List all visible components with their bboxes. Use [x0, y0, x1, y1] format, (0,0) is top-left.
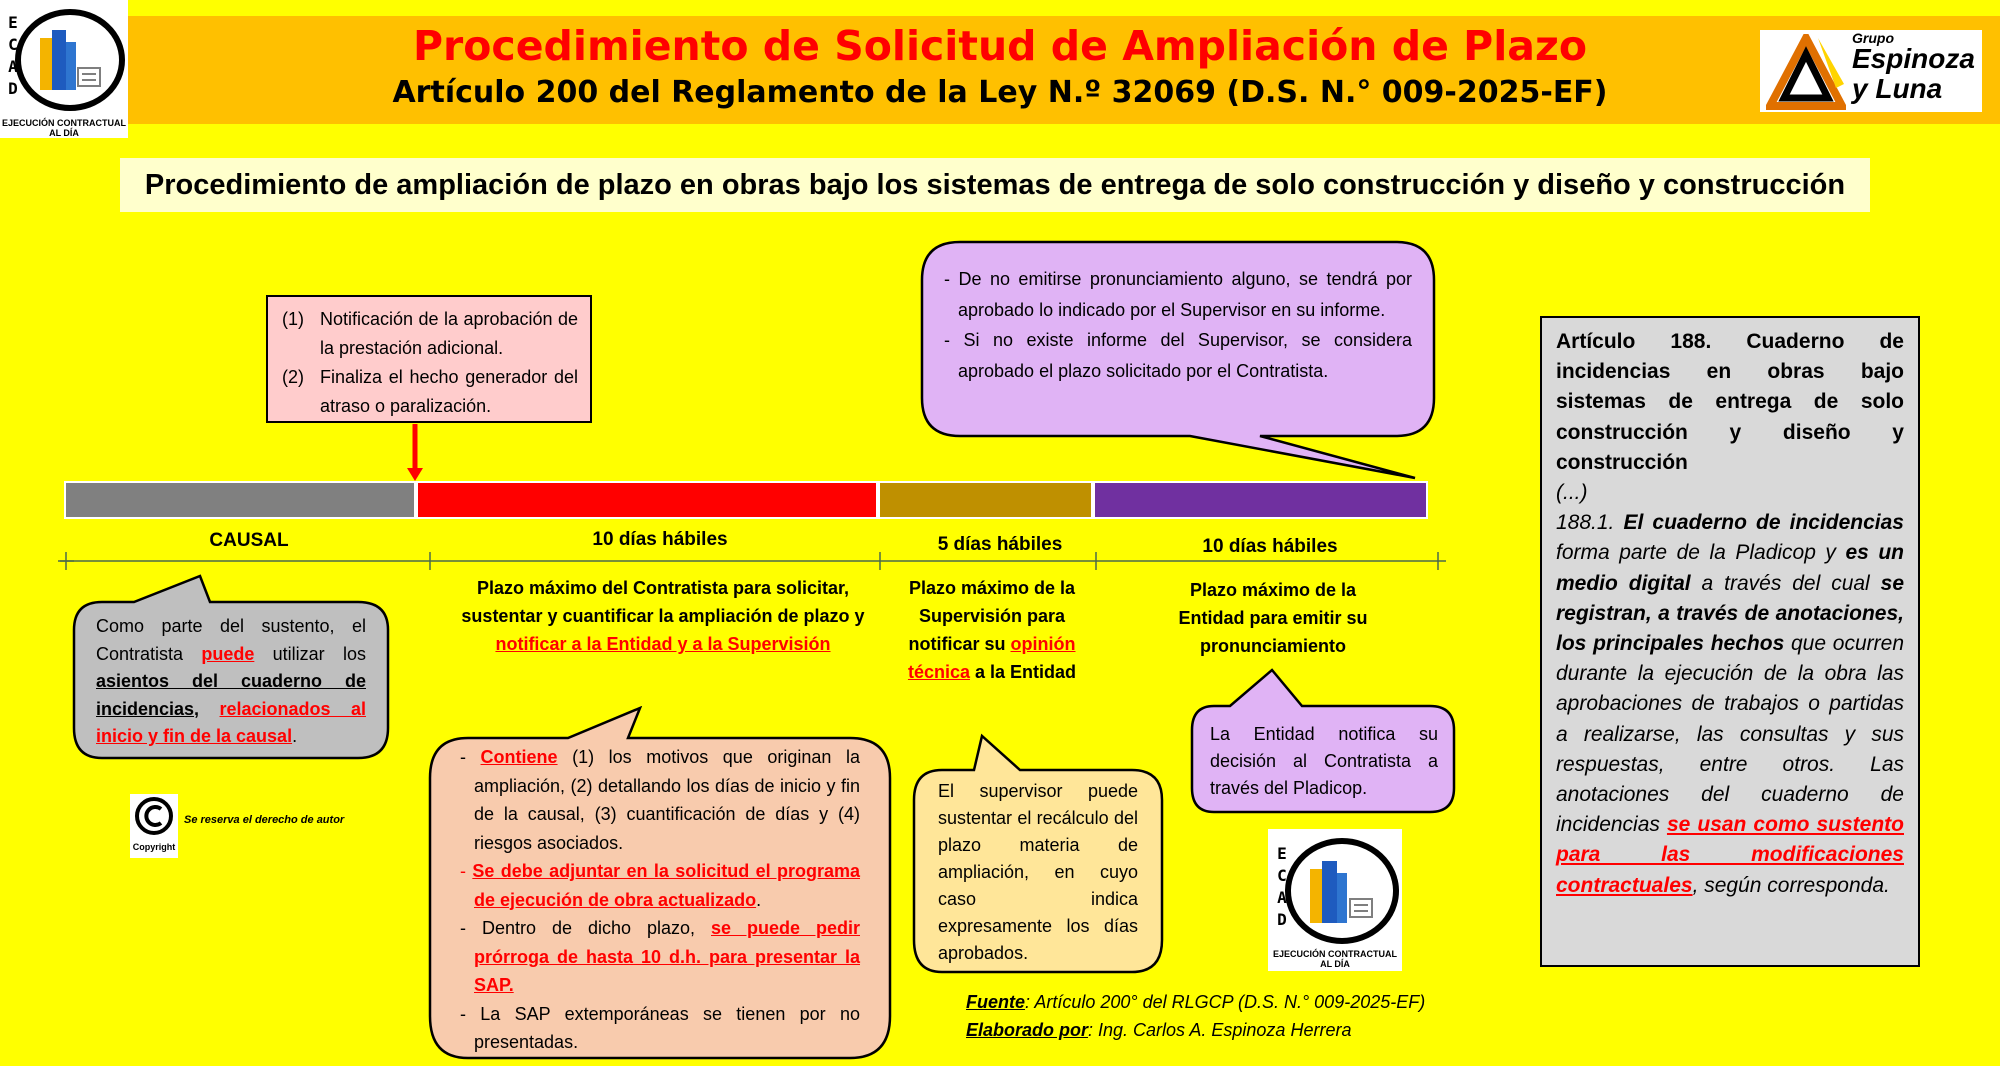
- causal-bubble: [96, 613, 366, 751]
- copyright-notice: Se reserva el derecho de autor: [184, 814, 345, 826]
- approval-bubble: [944, 264, 1412, 386]
- footer-author-label: Elaborado por: [966, 1020, 1089, 1040]
- article-highlight: se usan como sustento para las modificaciones contractuales: [1556, 813, 1904, 897]
- supervisor-bubble: El supervisor puede sustentar el recálculo del plazo materia de ampliación, en cuyo caso indica expresamente los días aprobados.: [938, 781, 1138, 963]
- label-entidad-days: 10 días hábiles: [1202, 536, 1338, 557]
- footer-source-text: : Artículo 200° del RLGCP (D.S. N.° 009-2025-EF): [1025, 992, 1426, 1012]
- causal-bold: asientos del cuaderno de incidencias,: [96, 671, 366, 719]
- trigger-item-text: Finaliza el hecho generador del atraso o paralización.: [320, 367, 578, 416]
- trigger-item-num: (2): [282, 367, 304, 387]
- section-title: Procedimiento de ampliación de plazo en obras bajo los sistemas de entrega de solo construcción y diseño y construcción: [120, 158, 1870, 212]
- article-heading: Artículo 188. Cuaderno de incidencias en obras bajo sistemas de entrega de solo construcción y diseño y construcción: [1556, 330, 1904, 474]
- contiene-item: [460, 914, 860, 1000]
- article-bold: El cuaderno de incidencias: [1623, 511, 1904, 535]
- ecad-caption: AL DÍA: [49, 128, 79, 138]
- causal-highlight: puede: [201, 643, 255, 664]
- ecad-caption: EJECUCIÓN CONTRACTUAL: [1272, 949, 1397, 959]
- article-bold: se registran, a través de anotaciones, los principales hechos: [1556, 571, 1904, 656]
- label-supervision-days: 5 días hábiles: [937, 534, 1063, 555]
- contiene-highlight: Se debe adjuntar en la solicitud el programa de ejecución de obra actualizado: [472, 861, 860, 910]
- timeline-segment-entidad: [1093, 481, 1428, 519]
- article-paragraph: [1556, 508, 1904, 901]
- trigger-item-num: (1): [282, 309, 304, 329]
- page-subtitle: Artículo 200 del Reglamento de la Ley N.º 32069 (D.S. N.° 009-2025-EF): [392, 75, 1608, 110]
- contiene-text: (1) los motivos que originan la ampliación, (2) detallando los días de inicio y fin de la causal, (3) cuantificación de días y (4) riesgos asociados.: [474, 747, 860, 853]
- timeline-segment-supervision: [878, 481, 1093, 519]
- ecad-letter: E: [8, 13, 18, 32]
- causal-text: utilizar los: [254, 643, 366, 664]
- desc-supervision-text: Plazo máximo de la Supervisión para notificar su: [908, 578, 1076, 654]
- ecad-logo: [0, 0, 128, 138]
- label-contratista-days: 10 días hábiles: [592, 529, 728, 550]
- copyright-caption: Copyright: [132, 842, 176, 852]
- ecad-letter: A: [8, 57, 18, 76]
- contiene-bubble: [460, 743, 860, 1057]
- copyright-icon: [134, 796, 174, 836]
- approval-item: - Si no existe informe del Supervisor, se considera aprobado el plazo solicitado por el Contratista.: [944, 330, 1412, 381]
- grupo-label: Grupo: [1852, 30, 1894, 46]
- contiene-highlight: se puede pedir prórroga de hasta 10 d.h. para presentar la SAP.: [474, 918, 860, 995]
- contiene-text: .: [756, 889, 762, 910]
- grupo-name: Espinoza: [1852, 43, 1975, 74]
- causal-text: [199, 699, 219, 719]
- ecad-caption: AL DÍA: [1320, 959, 1350, 969]
- ecad-caption: EJECUCIÓN CONTRACTUAL: [1, 118, 126, 128]
- causal-text: Como parte del sustento, el Contratista: [96, 616, 366, 664]
- article-text: a través del cual: [1690, 571, 1881, 595]
- contiene-dash: -: [460, 861, 473, 881]
- timeline-segment-contratista: [416, 481, 878, 519]
- ecad-letter: C: [1277, 866, 1287, 885]
- approval-item: - De no emitirse pronunciamiento alguno, se tendrá por aprobado lo indicado por el Supervisor en su informe.: [944, 269, 1412, 320]
- timeline-segment-causal: [64, 481, 416, 519]
- contiene-item: - La SAP extemporáneas se tienen por no presentadas.: [460, 1003, 860, 1052]
- footer-source: [966, 992, 1425, 1013]
- article-ellipsis: (...): [1556, 481, 1588, 505]
- desc-supervision-text-2: a la Entidad: [970, 662, 1077, 682]
- desc-contratista-text: Plazo máximo del Contratista para solicitar, sustentar y cuantificar la ampliación de plazo y: [461, 578, 865, 626]
- article-text: que ocurren durante la ejecución de la obra las aprobaciones de trabajos o partidas a realizarse, las consultas y sus respuestas, entre otros. Las anotaciones del cuaderno de incidencias: [1556, 632, 1904, 837]
- trigger-item: [282, 305, 578, 363]
- desc-contratista-highlight: notificar a la Entidad y a la Supervisión: [495, 634, 831, 654]
- causal-highlight: relacionados al inicio y fin de la causal: [96, 698, 366, 746]
- article-text: 188.1.: [1556, 511, 1624, 535]
- page-title: Procedimiento de Solicitud de Ampliación de Plazo: [413, 22, 1587, 70]
- contiene-item: [460, 743, 860, 857]
- article-text: forma parte de la Pladicop y: [1556, 541, 1846, 565]
- article-text: , según corresponda.: [1692, 873, 1890, 897]
- desc-supervision: [906, 574, 1078, 686]
- trigger-item-text: Notificación de la aprobación de la prestación adicional.: [320, 309, 578, 358]
- contiene-text: - Dentro de dicho plazo,: [460, 918, 711, 938]
- contiene-item: [460, 857, 860, 914]
- ecad-letter: D: [1277, 910, 1287, 929]
- desc-entidad: Plazo máximo de la Entidad para emitir su pronunciamiento: [1178, 580, 1368, 656]
- trigger-item: [282, 363, 578, 421]
- ecad-letter: C: [8, 35, 18, 54]
- ecad-letter: A: [1277, 888, 1287, 907]
- contiene-dash: -: [460, 747, 481, 767]
- down-arrow-icon: [404, 424, 426, 482]
- footer-author-text: : Ing. Carlos A. Espinoza Herrera: [1088, 1020, 1352, 1040]
- article-bold: es un medio digital: [1556, 541, 1904, 595]
- label-causal: CAUSAL: [209, 530, 289, 551]
- desc-contratista: [458, 574, 868, 658]
- grupo-name-2: y Luna: [1852, 73, 1943, 104]
- footer-source-label: Fuente: [966, 992, 1026, 1012]
- ecad-letter: D: [8, 79, 18, 98]
- ecad-letter: E: [1277, 844, 1287, 863]
- copyright-block: [130, 794, 178, 858]
- ecad-logo-bottom: [1268, 829, 1402, 971]
- contiene-highlight: Contiene: [480, 747, 558, 767]
- grupo-logo: [1760, 30, 1982, 112]
- trigger-box: [266, 295, 592, 423]
- article-box: [1540, 316, 1920, 967]
- causal-text: .: [292, 726, 298, 746]
- desc-supervision-highlight: opinión técnica: [907, 634, 1076, 682]
- entidad-bubble: La Entidad notifica su decisión al Contratista a través del Pladicop.: [1210, 724, 1438, 798]
- triangle-icon: [1766, 34, 1846, 110]
- footer-author: [966, 1020, 1351, 1041]
